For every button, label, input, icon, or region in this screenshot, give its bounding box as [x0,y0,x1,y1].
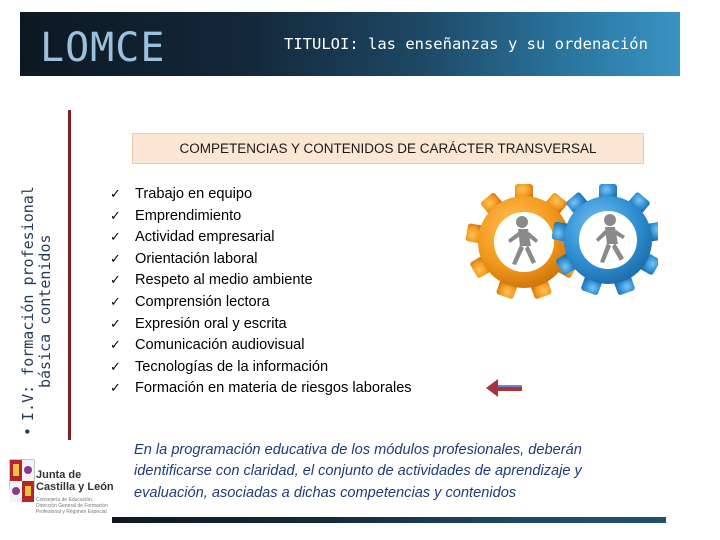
footer-bar [112,517,666,523]
list-item-label: Orientación laboral [135,250,258,267]
sidebar-line-2: básica contenidos [36,234,54,388]
check-icon: ✓ [110,251,121,267]
list-item-label: Comunicación audiovisual [135,337,305,354]
gears-with-running-figures-icon [462,184,658,302]
check-icon: ✓ [110,208,121,224]
sidebar-bullet: • [19,426,37,436]
check-icon: ✓ [110,316,121,332]
section-title: COMPETENCIAS Y CONTENIDOS DE CARÁCTER TRANSVERSAL [179,141,597,156]
list-item-label: Tecnologías de la información [135,358,329,375]
header-title: LOMCE [40,25,166,71]
list-item-label: Expresión oral y escrita [135,315,287,332]
check-icon: ✓ [110,230,121,246]
check-icon: ✓ [110,381,121,397]
list-item-label: Respeto al medio ambiente [135,272,313,289]
sidebar-vertical-title [20,106,54,436]
sidebar-accent-line [68,110,71,440]
logo-text-line-1: Junta de [36,469,82,481]
blue-gear [551,184,658,296]
section-title-box [132,133,644,164]
note-paragraph: En la programación educativa de los módulos profesionales, deberán identificarse con claridad, el conjunto de actividades de aprendizaje y evaluación, asociadas a dichas competencias y contenidos [134,442,582,501]
list-item-label: Trabajo en equipo [135,186,253,202]
check-icon: ✓ [110,294,121,310]
list-item-label: Comprensión lectora [135,293,270,310]
list-item-label: Actividad empresarial [135,229,275,246]
check-icon: ✓ [110,187,121,202]
logo-text-line-2: Castilla y León [36,481,114,493]
left-arrow-icon [486,378,522,398]
check-icon: ✓ [110,338,121,354]
list-item-label: Formación en materia de riesgos laborales [135,380,412,397]
check-icon: ✓ [110,273,121,289]
sidebar-line-1: I.V: formación profesional [19,186,37,421]
list-item-label: Emprendimiento [135,207,242,224]
header-subtitle: TITULOI: las enseñanzas y su ordenación [284,35,648,53]
logo-caption: Consejería de Educación, Dirección General de Formación Profesional y Régimen Especial [36,497,108,515]
check-icon: ✓ [110,359,121,375]
